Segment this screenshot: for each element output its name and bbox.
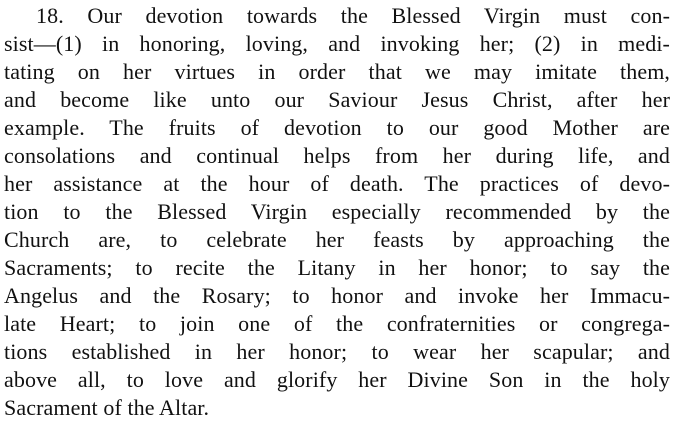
text-line: Angelus and the Rosary; to honor and invoke her Immacu- [4,283,670,308]
text-line: her assistance at the hour of death. The practices of devo- [4,171,670,196]
text-line: example. The fruits of devotion to our good Mother are [4,115,670,140]
text-line: Church are, to celebrate her feasts by approaching the [4,227,670,252]
text-line: tion to the Blessed Virgin especially recommended by the [4,199,670,224]
text-line: Sacrament of the Altar. [4,395,210,420]
text-line: Sacraments; to recite the Litany in her honor; to say the [4,255,670,280]
text-line: sist—(1) in honoring, loving, and invoking her; (2) in medi- [4,31,670,56]
text-line: late Heart; to join one of the confraternities or congrega- [4,311,670,336]
text-line: tions established in her honor; to wear her scapular; and [4,339,670,364]
text-line: consolations and continual helps from her during life, and [4,143,670,168]
text-line: tating on her virtues in order that we may imitate them, [4,59,670,84]
text-line: above all, to love and glorify her Divine Son in the holy [4,367,670,392]
text-line: and become like unto our Saviour Jesus Christ, after her [4,87,670,112]
text-line: 18. Our devotion towards the Blessed Virgin must con- [36,3,670,28]
